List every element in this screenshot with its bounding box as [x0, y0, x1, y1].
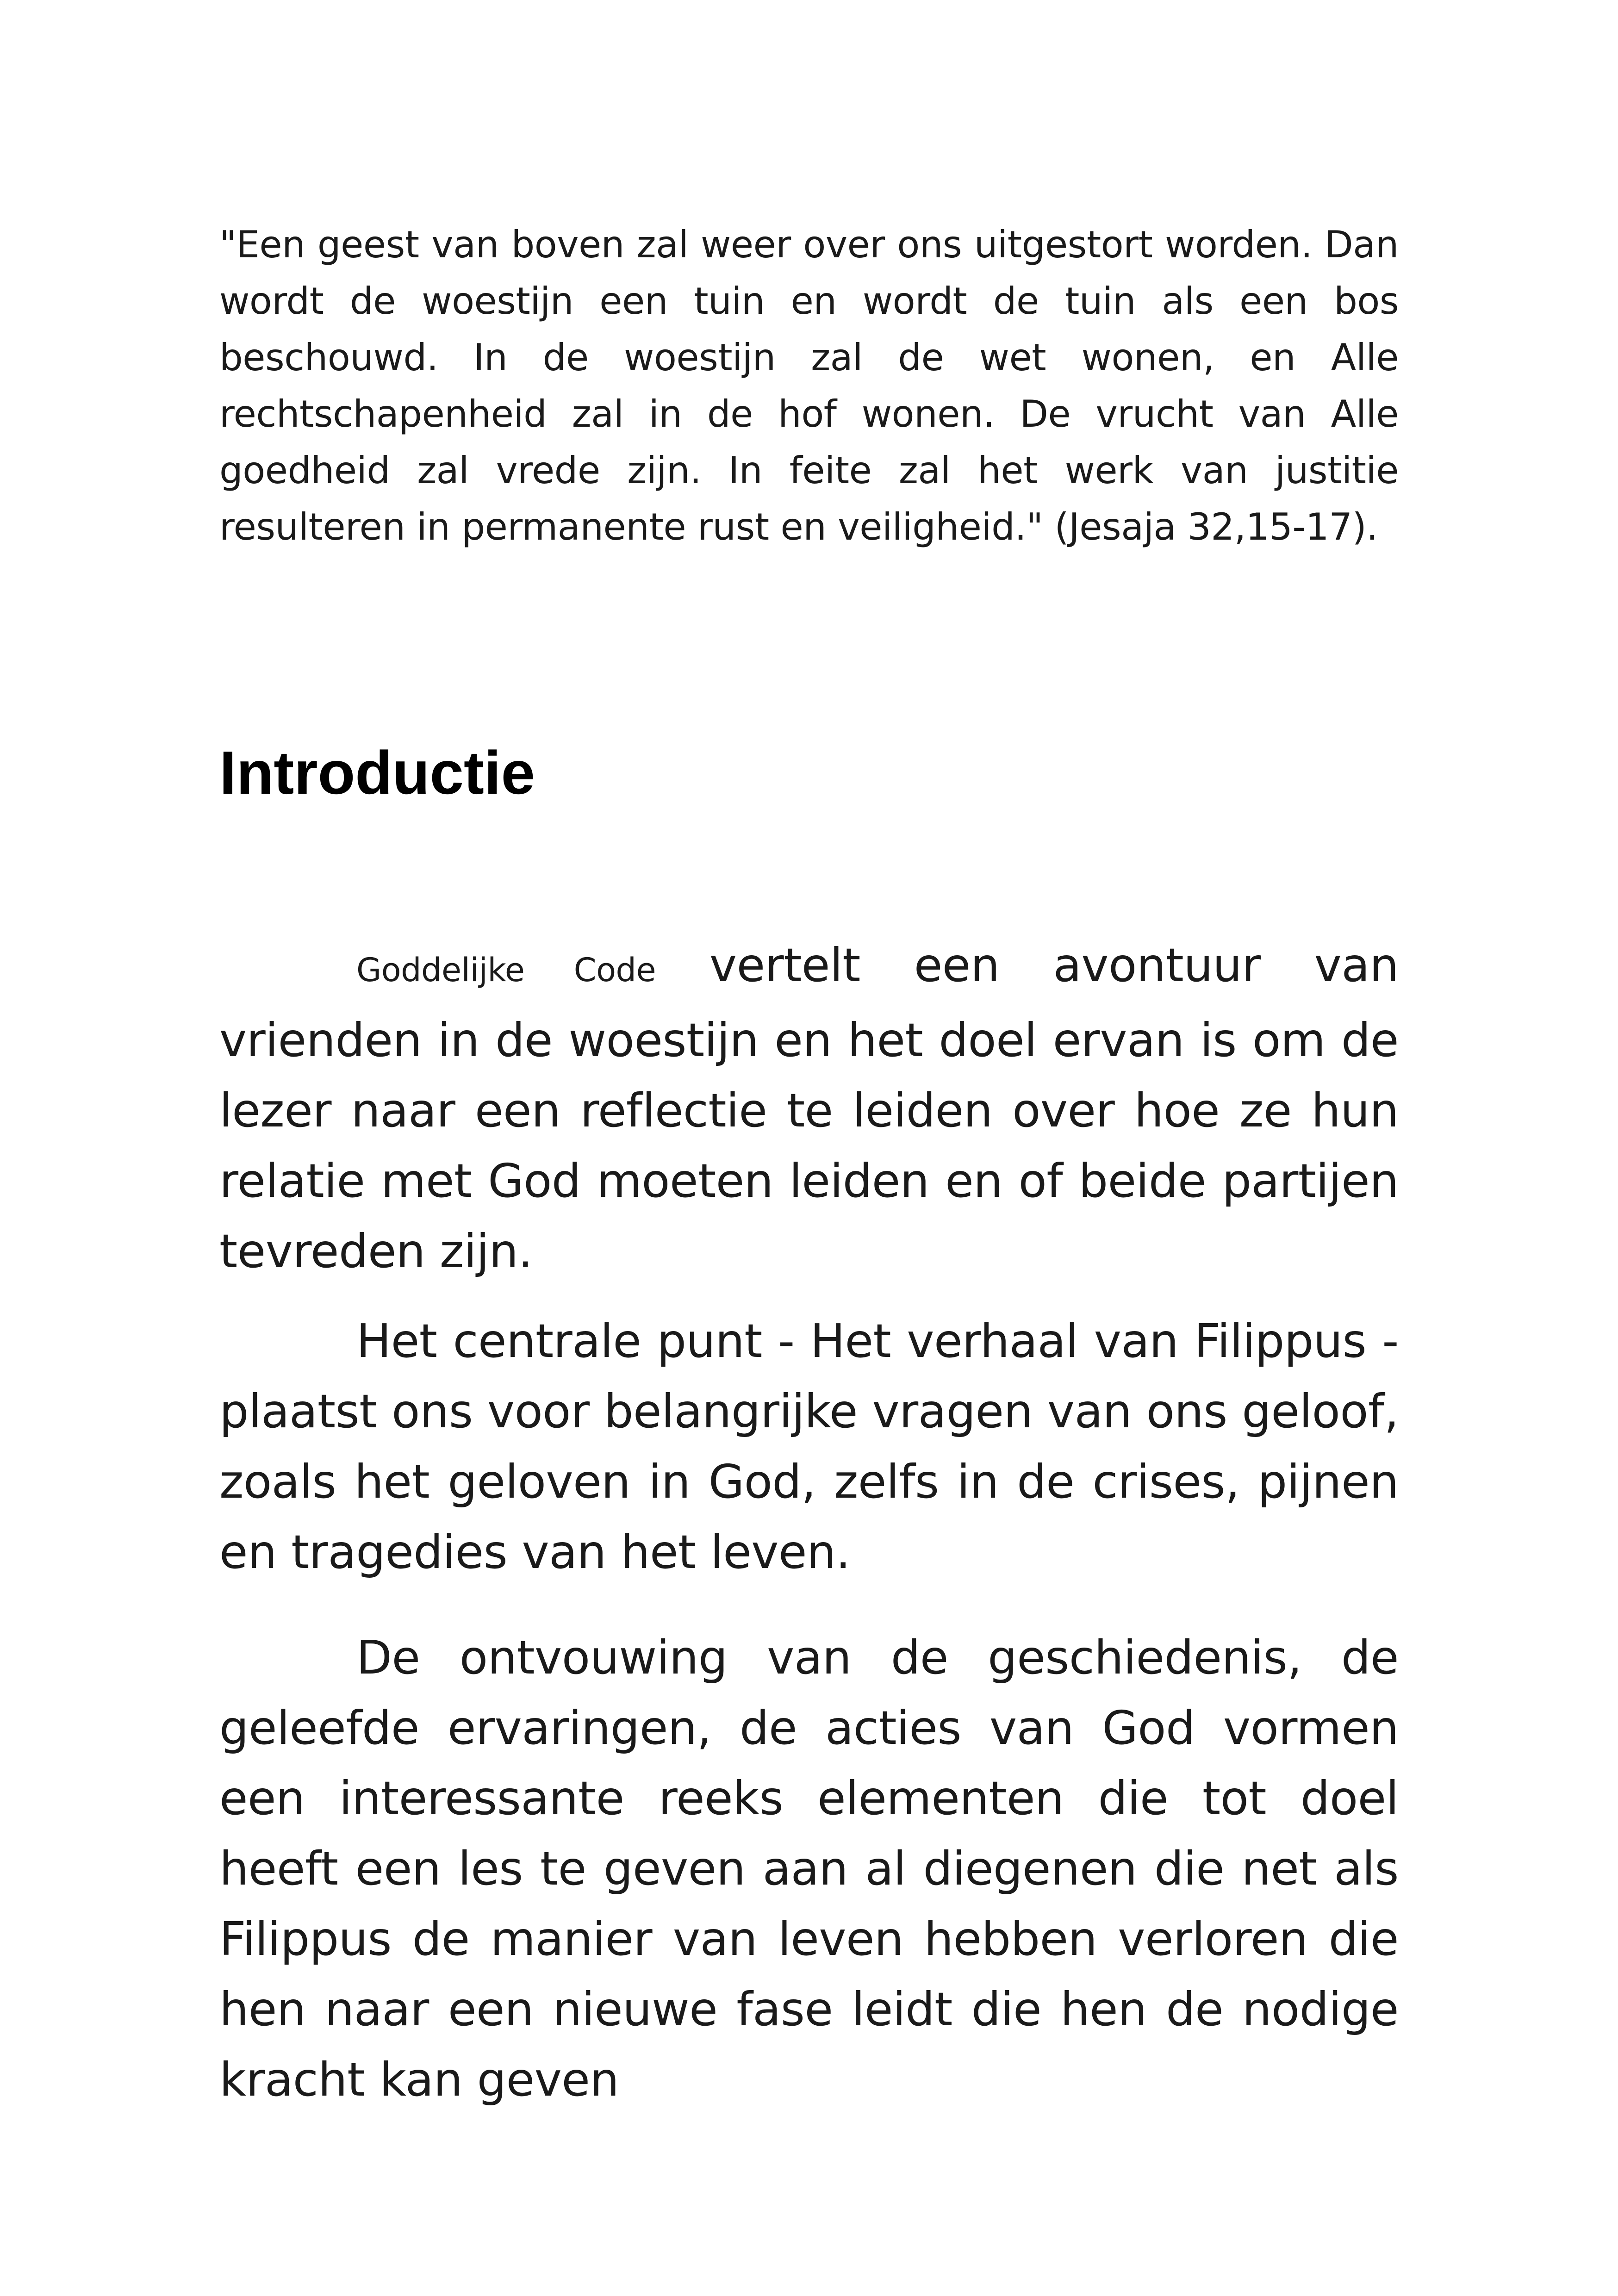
book-title: Goddelijke Code	[356, 951, 656, 989]
epigraph-text: "Een geest van boven zal weer over ons uitgestort worden. Dan wordt de woestijn een tuin en wordt de tuin als een bos beschouwd. In de woestijn zal de wet wonen, en Alle rechtschapenheid zal in de hof wonen. De vrucht van Alle goedheid zal vrede zijn. In feite zal het werk van justitie resulteren in permanente rust en veiligheid." (Jesaja 32,15-17).	[219, 223, 1399, 548]
paragraph-3: De ontvouwing van de geschiedenis, de geleefde ervaringen, de acties van God vormen een interessante reeks elementen die tot doel heeft een les te geven aan al diegenen die net als Filippus de manier van leven hebben verloren die hen naar een nieuwe fase leidt die hen de nodige kracht kan geven	[219, 1630, 1399, 2107]
body-text	[219, 930, 1399, 2115]
paragraph-2: Het centrale punt - Het verhaal van Filippus - plaatst ons voor belangrijke vragen van ons geloof, zoals het geloven in God, zelfs in de crises, pijnen en tragedies van het leven.	[219, 1314, 1399, 1579]
paragraph-1	[219, 930, 1399, 1287]
epigraph-quote	[219, 217, 1399, 555]
paragraph-1-text: vertelt een avontuur van vrienden in de woestijn en het doel ervan is om de lezer naar een reflectie te leiden over hoe ze hun relatie met God moeten leiden en of beide partijen tevreden zijn.	[219, 938, 1399, 1278]
section-heading: Introductie	[219, 739, 535, 807]
